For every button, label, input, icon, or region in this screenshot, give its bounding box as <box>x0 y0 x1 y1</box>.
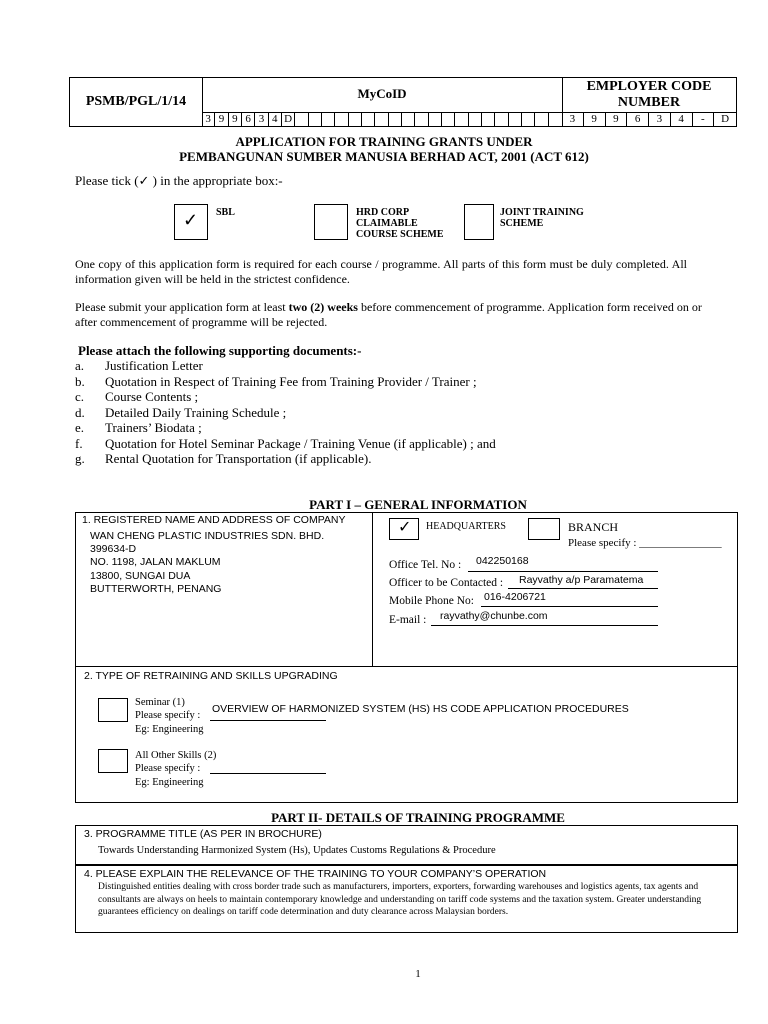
code-digit-box[interactable] <box>362 113 375 126</box>
mobile-line <box>481 606 658 607</box>
q4-label: 4. PLEASE EXPLAIN THE RELEVANCE OF THE TRAINING TO YOUR COMPANY’S OPERATION <box>84 868 547 880</box>
relevance-value[interactable]: Distinguished entities dealing with cross border trade such as manufacturers, importers, exporters, forwarding warehouses and logistics agents, tax agents and consultants are always on heels to maintain contemporary knowledge and understanding on tariff code systems and the taxation system. Greater understanding guarantees efficiency on dealings on tariff code determination and duty clearance across Malaysian borders. <box>98 882 702 917</box>
officer-label: Officer to be Contacted : <box>389 577 504 589</box>
branch-label: BRANCH <box>568 520 619 534</box>
company-cell <box>76 513 373 666</box>
list-item <box>75 358 695 374</box>
code-digit-box[interactable] <box>549 113 562 126</box>
other-skills-label: All Other Skills (2) <box>135 750 217 761</box>
code-digit-box[interactable] <box>469 113 482 126</box>
form-code: PSMB/PGL/1/14 <box>85 94 187 109</box>
code-digit-box[interactable]: 3 <box>562 113 584 126</box>
code-digit-box[interactable] <box>349 113 362 126</box>
mycoid-cell <box>202 78 563 126</box>
list-item-text: Justification Letter <box>105 358 203 373</box>
code-digit-box[interactable]: 9 <box>215 113 228 126</box>
company-address: WAN CHENG PLASTIC INDUSTRIES SDN. BHD. 399634-D NO. 1198, JALAN MAKLUM 13800, SUNGAI DUA BUTTERWORTH, PENANG <box>90 530 325 595</box>
email-line <box>431 625 658 626</box>
part1-title: PART I – GENERAL INFORMATION <box>309 497 527 512</box>
branch-checkbox[interactable] <box>528 518 560 540</box>
branch-specify: Please specify : _______________ <box>568 537 722 549</box>
office-tel-value[interactable]: 042250168 <box>476 555 529 567</box>
code-digit-box[interactable] <box>309 113 322 126</box>
code-digit-box[interactable]: 6 <box>242 113 255 126</box>
code-digit-box[interactable]: 9 <box>229 113 242 126</box>
tick-instruction: Please tick (✓ ) in the appropriate box:- <box>75 173 283 188</box>
list-item-letter: e. <box>75 420 85 435</box>
seminar-checkbox[interactable] <box>98 698 128 722</box>
code-digit-box[interactable]: D <box>721 113 730 125</box>
attachment-list <box>75 358 695 467</box>
code-digit-box[interactable] <box>482 113 495 126</box>
programme-title-value[interactable]: Towards Understanding Harmonized System (Hs), Updates Customs Regulations & Procedure <box>98 845 496 856</box>
code-digit-box[interactable]: 4 <box>269 113 282 126</box>
email-label: E-mail : <box>389 614 427 626</box>
seminar-label: Seminar (1) <box>135 697 185 708</box>
programme-title-cell <box>75 825 738 865</box>
list-item-letter: c. <box>75 389 85 404</box>
seminar-eg: Eg: Engineering <box>135 724 204 735</box>
code-digit-box[interactable]: 3 <box>649 113 671 126</box>
code-digit-box[interactable]: 3 <box>255 113 268 126</box>
part1-section-2 <box>75 666 738 803</box>
code-digit-box[interactable]: 9 <box>606 113 628 126</box>
company-label: 1. REGISTERED NAME AND ADDRESS OF COMPANY <box>82 514 346 526</box>
seminar-specify-line <box>210 720 326 721</box>
sbl-checkbox[interactable] <box>174 204 208 240</box>
list-item <box>75 436 695 452</box>
code-digit-box[interactable]: 4 <box>671 113 693 126</box>
code-digit-box[interactable]: 3 <box>202 113 215 126</box>
list-item <box>75 389 695 405</box>
list-item-text: Quotation in Respect of Training Fee from Training Provider / Trainer ; <box>105 373 477 389</box>
officer-value[interactable]: Rayvathy a/p Paramatema <box>519 574 644 586</box>
joint-training-checkbox[interactable] <box>464 204 494 240</box>
code-digit-box[interactable]: D <box>282 113 295 126</box>
part2-title: PART II- DETAILS OF TRAINING PROGRAMME <box>271 810 565 825</box>
list-item-text: Course Contents ; <box>105 389 199 404</box>
intro-paragraph-2: Please submit your application form at least two (2) weeks before commencement of programme. Application form received on or after commencement of programme will be rejected. <box>75 300 702 329</box>
mobile-label: Mobile Phone No: <box>389 595 474 607</box>
list-item-letter: f. <box>75 435 83 451</box>
office-tel-line <box>468 571 658 572</box>
list-item-text: Quotation for Hotel Seminar Package / Training Venue (if applicable) ; and <box>105 435 496 451</box>
list-item-letter: b. <box>75 373 85 389</box>
code-digit-box[interactable] <box>442 113 455 126</box>
attach-heading: Please attach the following supporting documents:- <box>78 343 362 358</box>
email-value[interactable]: rayvathy@chunbe.com <box>440 610 548 622</box>
relevance-cell <box>75 865 738 933</box>
page-number: 1 <box>415 968 421 980</box>
office-tel-label: Office Tel. No : <box>389 559 462 571</box>
code-digit-box[interactable] <box>509 113 522 126</box>
code-digit-box[interactable]: 9 <box>584 113 606 126</box>
list-item-letter: a. <box>75 358 85 373</box>
code-digit-box[interactable] <box>402 113 415 126</box>
list-item <box>75 420 695 436</box>
list-item <box>75 374 695 390</box>
code-digit-box[interactable] <box>295 113 308 126</box>
code-digit-box[interactable] <box>495 113 508 126</box>
header-table <box>69 77 737 127</box>
code-digit-box[interactable] <box>535 113 548 126</box>
officer-line <box>508 588 658 589</box>
mobile-value[interactable]: 016-4206721 <box>484 591 546 603</box>
joint-training-label: JOINT TRAINING SCHEME <box>500 207 584 229</box>
mycoid-label: MyCoID <box>357 86 407 101</box>
list-item <box>75 451 695 467</box>
code-digit-box[interactable] <box>389 113 402 126</box>
mycoid-digits <box>202 112 562 127</box>
check-icon: ✓ <box>183 210 199 230</box>
employer-code-digits <box>562 112 736 127</box>
list-item-text: Rental Quotation for Transportation (if applicable). <box>105 451 372 466</box>
code-digit-box[interactable] <box>415 113 428 126</box>
form-code-cell <box>70 78 203 126</box>
list-item-letter: d. <box>75 404 85 420</box>
code-digit-box[interactable] <box>375 113 388 126</box>
sbl-label: SBL <box>216 207 235 218</box>
list-item <box>75 405 695 421</box>
q3-label: 3. PROGRAMME TITLE (AS PER IN BROCHURE) <box>84 828 322 840</box>
code-digit-box[interactable]: - <box>693 113 715 126</box>
list-item-text: Trainers’ Biodata ; <box>105 420 202 435</box>
other-specify-line <box>210 773 326 774</box>
code-digit-box[interactable] <box>429 113 442 126</box>
hrd-corp-label: HRD CORP CLAIMABLE COURSE SCHEME <box>356 207 444 240</box>
type-label: 2. TYPE OF RETRAINING AND SKILLS UPGRADING <box>84 670 338 682</box>
other-specify-label: Please specify : <box>135 763 201 774</box>
check-icon: ✓ <box>398 519 412 536</box>
intro-paragraph-1: One copy of this application form is required for each course / programme. All parts of this form must be duly completed. All information given will be held in the strictest confidence. <box>75 257 687 286</box>
other-eg: Eg: Engineering <box>135 777 204 788</box>
seminar-specify-label: Please specify : <box>135 710 201 721</box>
list-item-letter: g. <box>75 451 85 466</box>
headquarters-label: HEADQUARTERS <box>426 521 506 532</box>
list-item-text: Detailed Daily Training Schedule ; <box>105 404 287 420</box>
seminar-value[interactable]: OVERVIEW OF HARMONIZED SYSTEM (HS) HS CODE APPLICATION PROCEDURES <box>212 703 629 715</box>
hrd-corp-checkbox[interactable] <box>314 204 348 240</box>
code-digit-box[interactable] <box>522 113 535 126</box>
part1-section-1 <box>75 512 738 667</box>
code-digit-box[interactable] <box>322 113 335 126</box>
other-skills-checkbox[interactable] <box>98 749 128 773</box>
headquarters-checkbox[interactable] <box>389 518 419 540</box>
code-digit-box[interactable] <box>455 113 468 126</box>
employer-code-cell <box>562 78 736 126</box>
code-digit-box[interactable]: 6 <box>627 113 649 126</box>
employer-code-label: EMPLOYER CODE NUMBER <box>586 79 712 110</box>
code-digit-box[interactable] <box>335 113 348 126</box>
form-title: APPLICATION FOR TRAINING GRANTS UNDER PEMBANGUNAN SUMBER MANUSIA BERHAD ACT, 2001 (ACT 612) <box>179 134 589 164</box>
